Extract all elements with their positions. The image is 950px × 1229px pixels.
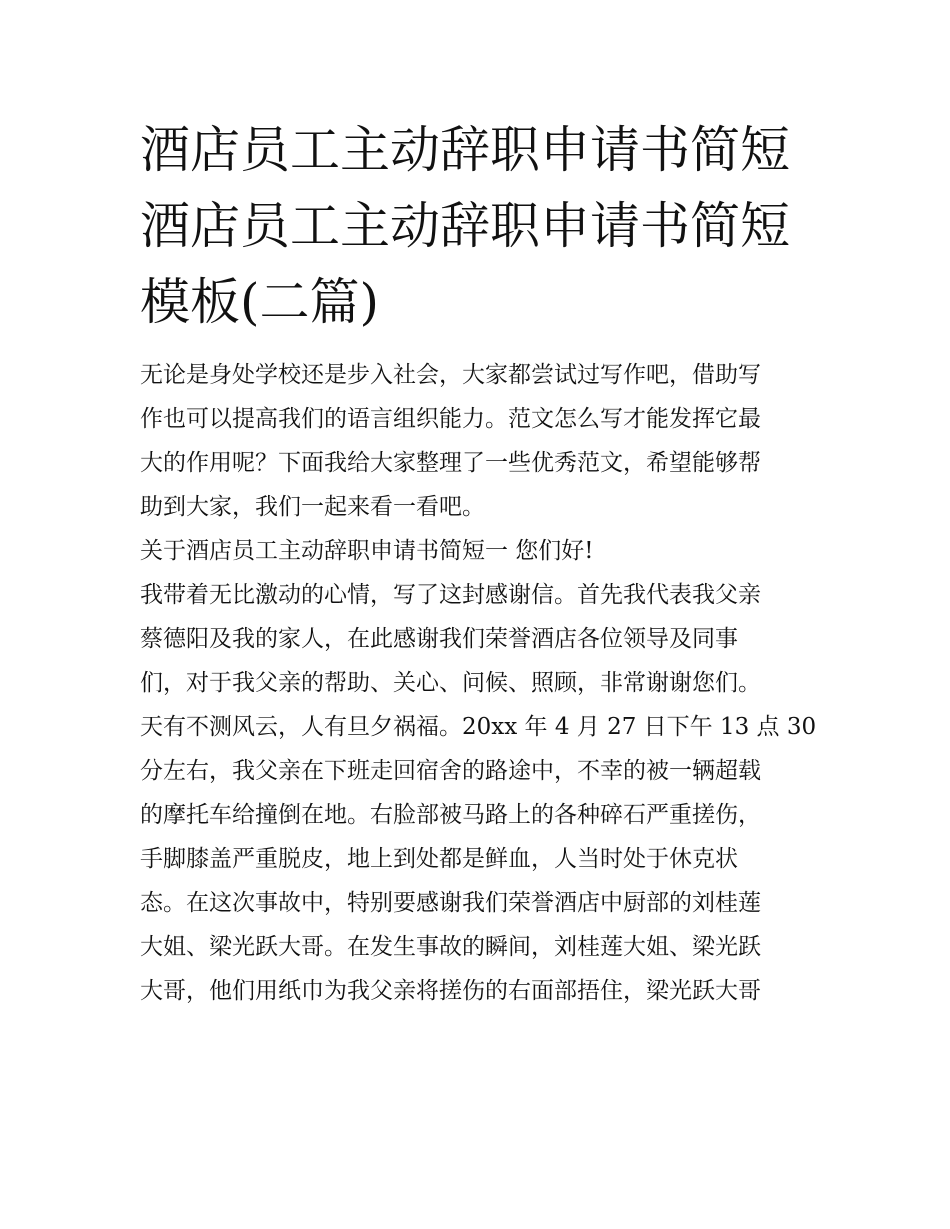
title-line: 酒店员工主动辞职申请书简短 xyxy=(140,121,790,179)
document-body xyxy=(140,353,820,1013)
document-page xyxy=(140,112,820,1013)
body-line: 蔡德阳及我的家人，在此感谢我们荣誉酒店各位领导及同事 xyxy=(140,626,738,652)
body-line: 的摩托车给撞倒在地。右脸部被马路上的各种碎石严重搓伤， xyxy=(140,802,761,828)
body-line: 分左右，我父亲在下班走回宿舍的路途中，不幸的被一辆超载 xyxy=(140,758,761,784)
body-line: 作也可以提高我们的语言组织能力。范文怎么写才能发挥它最 xyxy=(140,406,761,432)
section-heading-line: 关于酒店员工主动辞职申请书简短一 您们好! xyxy=(140,538,594,564)
body-line: 大哥，他们用纸巾为我父亲将搓伤的右面部捂住，梁光跃大哥 xyxy=(140,978,761,1004)
body-line: 态。在这次事故中，特别要感谢我们荣誉酒店中厨部的刘桂莲 xyxy=(140,890,761,916)
body-line: 天有不测风云，人有旦夕祸福。20xx 年 4 月 27 日下午 13 点 30 xyxy=(140,714,817,740)
body-line: 我带着无比激动的心情，写了这封感谢信。首先我代表我父亲 xyxy=(140,582,761,608)
title-line: 酒店员工主动辞职申请书简短 xyxy=(140,197,790,255)
body-line: 们，对于我父亲的帮助、关心、问候、照顾，非常谢谢您们。 xyxy=(140,670,761,696)
body-line: 助到大家，我们一起来看一看吧。 xyxy=(140,494,485,520)
title-line: 模板(二篇) xyxy=(140,273,380,331)
document-title xyxy=(140,112,820,340)
body-line: 无论是身处学校还是步入社会，大家都尝试过写作吧，借助写 xyxy=(140,362,761,388)
body-line: 手脚膝盖严重脱皮，地上到处都是鲜血，人当时处于休克状 xyxy=(140,846,738,872)
body-line: 大的作用呢？下面我给大家整理了一些优秀范文，希望能够帮 xyxy=(140,450,761,476)
body-line: 大姐、梁光跃大哥。在发生事故的瞬间，刘桂莲大姐、梁光跃 xyxy=(140,934,761,960)
